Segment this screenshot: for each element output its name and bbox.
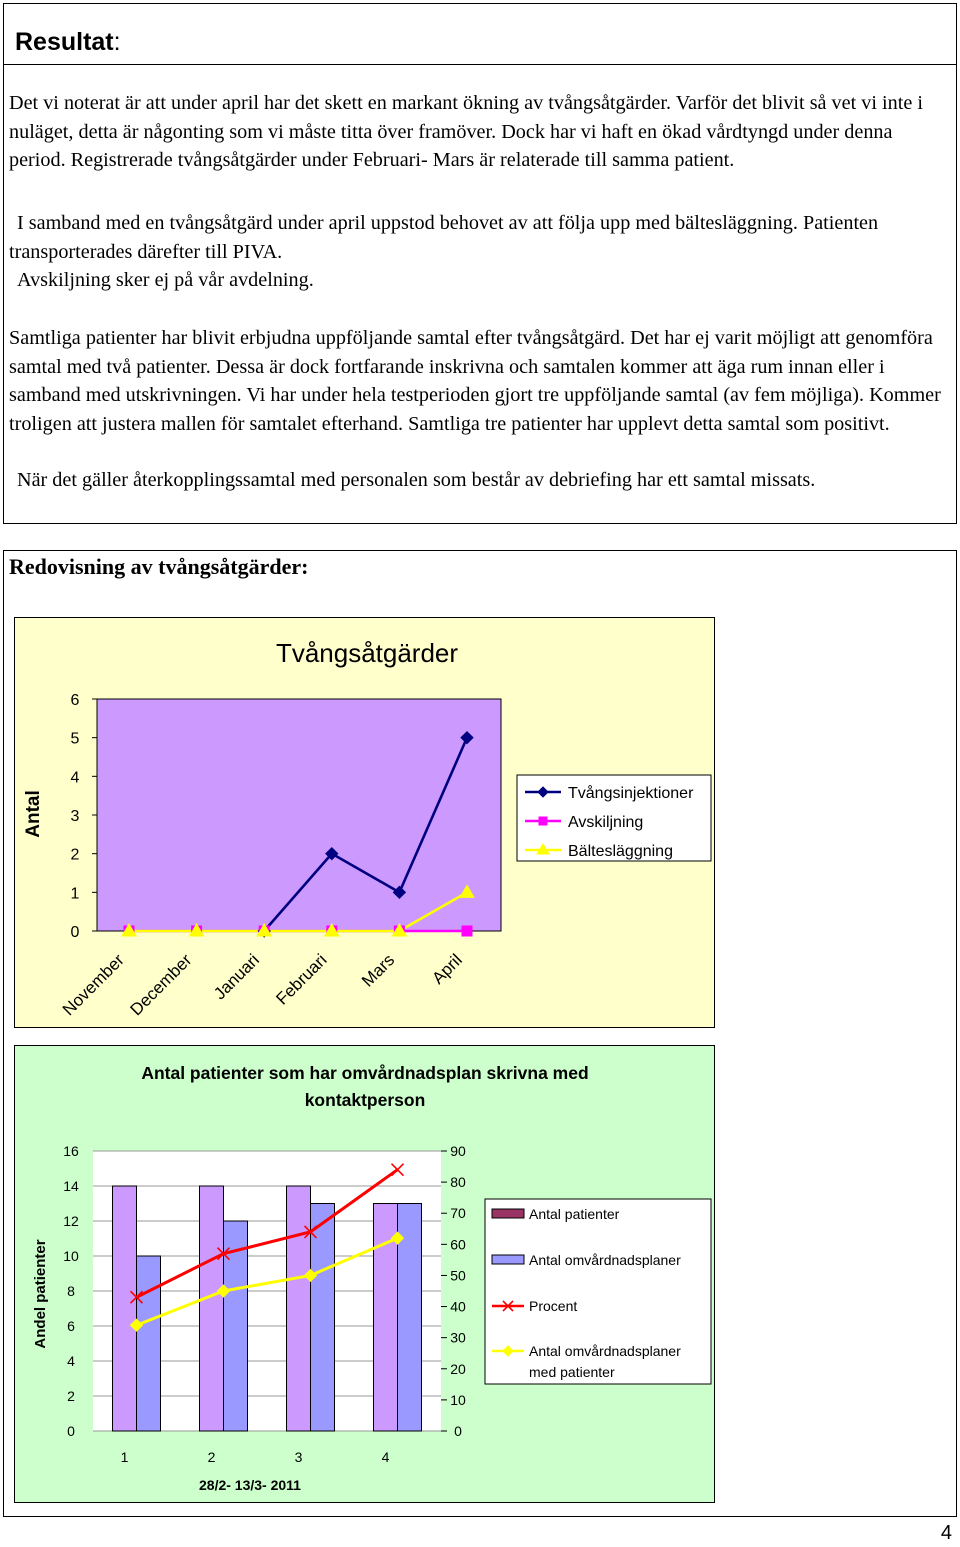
chart2-y-tick-label: 16	[63, 1143, 79, 1159]
chart2-legend-swatch-antal-omvårdnadsplaner	[492, 1255, 524, 1264]
chart2-y2-tick-label: 90	[450, 1143, 466, 1159]
chart1-x-tick-label: Januari	[210, 950, 264, 1004]
chart1-point-avskiljning	[462, 926, 472, 936]
chart2-x-axis-label: 28/2- 13/3- 2011	[199, 1477, 301, 1493]
chart2-x-tick-label: 2	[207, 1449, 216, 1465]
chart-tvangsatgarder	[14, 617, 715, 1028]
chart1-x-tick-label: Februari	[272, 950, 331, 1009]
chart2-x-tick-label: 4	[381, 1449, 390, 1465]
chart2-legend-label-antal-patienter: Antal patienter	[529, 1206, 620, 1222]
chart2-bar-antal-omvårdnadsplaner	[311, 1204, 335, 1432]
result-title	[15, 28, 121, 57]
chart2-y-tick-label: 14	[63, 1178, 79, 1194]
result-title-text: Resultat	[15, 28, 114, 56]
chart2-legend-label-antal-omvårdnadsplaner-med-patienter: Antal omvårdnadsplaner	[529, 1343, 681, 1359]
chart1-legend-label-tv-ngsinjektioner: Tvångsinjektioner	[568, 785, 694, 802]
chart2-legend-swatch-antal-patienter	[492, 1209, 524, 1218]
chart-omvardnadsplan	[14, 1045, 715, 1503]
chart2-y-tick-label: 0	[67, 1423, 75, 1439]
chart1-legend-marker-avskiljning	[539, 817, 547, 825]
page-number: 4	[940, 1522, 952, 1544]
chart1-y-tick-label: 2	[70, 846, 80, 864]
result-paragraph-1: Det vi noterat är att under april har det skett en markant ökning av tvångsåtgärder. Varför det blivit så vet vi inte i nuläget, detta är någonting som vi måste titta över framöver. Dock har vi haft en ökad vårdtyngd under denna period. Registrerade tvångsåtgärder under Februari- Mars är relaterade till samma patient.	[9, 92, 923, 171]
chart1-y-tick-label: 6	[70, 692, 80, 709]
chart2-x-tick-label: 1	[120, 1449, 129, 1465]
chart2-y-tick-label: 2	[67, 1388, 75, 1404]
chart2-y-tick-label: 10	[63, 1248, 79, 1264]
result-paragraph-4: Samtliga patienter har blivit erbjudna uppföljande samtal efter tvångsåtgärd. Det har ej varit möjligt att genomföra samtal med två patienter. Dessa är dock fortfarande inskrivna och samtalen kommer att äga rum innan eller i samband med utskrivningen. Vi har under hela testperioden gjort tre uppföljande samtal (av fem möjliga). Kommer troligen att justera mallen för samtalet efterhand. Samtliga tre patienter har upplevt detta samtal som positivt.	[9, 327, 941, 435]
chart1-x-tick-label: December	[126, 950, 196, 1020]
chart1-y-tick-label: 1	[70, 885, 80, 903]
chart1-y-tick-label: 0	[70, 924, 80, 941]
chart2-y2-tick-label: 40	[450, 1298, 466, 1315]
redovisning-title: Redovisning av tvångsåtgärder:	[9, 554, 309, 579]
chart-omvardnadsplan-svg	[15, 1046, 714, 1502]
chart1-y-axis-label: Antal	[23, 790, 44, 838]
chart2-y2-tick-label: 60	[450, 1236, 466, 1253]
chart1-legend-label-b-ltesl-ggning: Bältesläggning	[568, 843, 673, 860]
chart2-bar-antal-omvårdnadsplaner	[137, 1256, 161, 1431]
chart2-y-tick-label: 4	[67, 1353, 75, 1369]
chart2-legend-label-antal-omvårdnadsplaner: Antal omvårdnadsplaner	[529, 1252, 681, 1268]
chart2-y-tick-label: 6	[67, 1318, 75, 1334]
chart2-y2-tick-label: 20	[450, 1360, 466, 1377]
result-paragraph-2: I samband med en tvångsåtgärd under april uppstod behovet av att följa upp med bältesläggning. Patienten transporterades därefter till PIVA.	[9, 212, 879, 263]
result-header	[3, 3, 957, 65]
chart1-plot-area	[97, 699, 501, 931]
chart2-bar-antal-patienter	[200, 1186, 224, 1431]
chart1-legend-label-avskiljning: Avskiljning	[568, 814, 644, 831]
chart1-x-tick-label: April	[428, 950, 466, 988]
chart2-y2-tick-label: 80	[450, 1174, 466, 1191]
chart1-x-tick-label: November	[58, 950, 128, 1020]
chart1-title: Tvångsåtgärder	[275, 638, 459, 668]
chart2-y-tick-label: 12	[63, 1213, 79, 1229]
chart1-y-tick-label: 3	[70, 808, 80, 825]
chart2-title-line-1: Antal patienter som har omvårdnadsplan skrivna med	[141, 1063, 589, 1083]
chart2-legend-label-procent: Procent	[529, 1298, 578, 1314]
chart2-bar-antal-patienter	[287, 1186, 311, 1431]
result-title-colon: :	[113, 28, 121, 56]
result-paragraph-5: När det gäller återkopplingssamtal med personalen som består av debriefing har ett samtal missats.	[17, 469, 816, 491]
chart1-y-tick-label: 4	[70, 769, 80, 787]
chart2-y-axis-label: Andel patienter	[32, 1239, 49, 1349]
chart2-y2-tick-label: 0	[454, 1423, 462, 1439]
chart1-x-tick-label: Mars	[358, 950, 399, 991]
chart2-y2-tick-label: 50	[450, 1267, 466, 1284]
chart2-x-tick-label: 3	[294, 1449, 303, 1465]
chart2-y2-tick-label: 10	[450, 1391, 466, 1408]
chart2-bar-antal-patienter	[113, 1186, 137, 1431]
chart2-y-tick-label: 8	[67, 1283, 75, 1299]
chart-tvangsatgarder-svg	[15, 618, 714, 1027]
chart2-title-line-2: kontaktperson	[304, 1090, 426, 1110]
chart2-y2-tick-label: 70	[450, 1205, 466, 1222]
result-paragraph-3: Avskiljning sker ej på vår avdelning.	[17, 269, 314, 291]
chart1-y-tick-label: 5	[70, 730, 80, 748]
chart2-y2-tick-label: 30	[450, 1329, 466, 1346]
chart2-legend-label-antal-omvårdnadsplaner-med-patienter-cont: med patienter	[529, 1364, 615, 1380]
